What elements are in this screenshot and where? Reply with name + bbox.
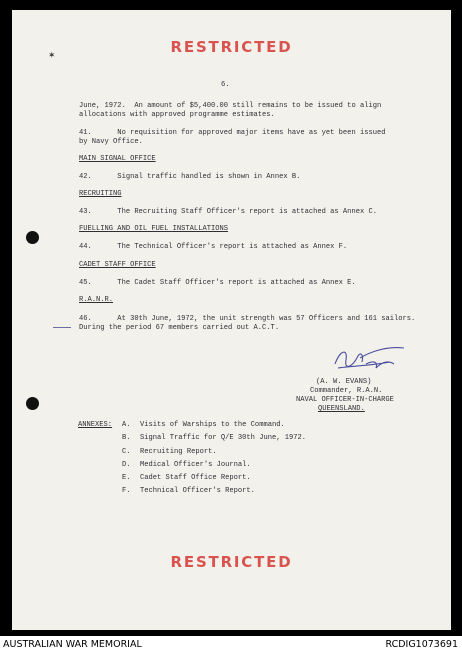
paragraph-line: allocations with approved programme estimates. (79, 111, 275, 119)
annex-title: Recruiting Report. (140, 448, 217, 456)
annex-title: Technical Officer's Report. (140, 487, 255, 495)
annex-letter: B. (122, 434, 131, 442)
handwritten-signature (330, 342, 410, 378)
footer-institution: AUSTRALIAN WAR MEMORIAL (3, 639, 142, 650)
footer-record-id: RCDIG1073691 (385, 639, 458, 650)
heading-recruiting: RECRUITING (79, 190, 122, 198)
annex-letter: E. (122, 474, 131, 482)
document-page (12, 10, 451, 630)
archive-footer (0, 636, 462, 653)
paragraph-41-cont: by Navy Office. (79, 138, 143, 146)
annex-title: Cadet Staff Office Report. (140, 474, 251, 482)
punch-hole (26, 231, 39, 244)
paragraph-46: 46. At 30th June, 1972, the unit strength was 57 Officers and 161 sailors. (79, 315, 416, 323)
punch-hole (26, 397, 39, 410)
annex-letter: D. (122, 461, 131, 469)
heading-ranr: R.A.N.R. (79, 296, 114, 304)
signatory-location: QUEENSLAND. (318, 405, 365, 413)
paragraph-43: 43. The Recruiting Staff Officer's report is attached as Annex C. (79, 208, 377, 216)
paragraph-44: 44. The Technical Officer's report is attached as Annex F. (79, 243, 348, 251)
annex-letter: A. (122, 421, 131, 429)
paragraph-46-cont: During the period 67 members carried out A.C.T. (79, 324, 280, 332)
ink-mark: ✶ (48, 51, 56, 61)
paragraph-42: 42. Signal traffic handled is shown in Annex B. (79, 173, 301, 181)
annex-title: Medical Officer's Journal. (140, 461, 251, 469)
paragraph-41: 41. No requisition for approved major items have as yet been issued (79, 129, 386, 137)
annexes-label: ANNEXES: (78, 421, 113, 429)
annex-letter: C. (122, 448, 131, 456)
heading-cadet-staff-office: CADET STAFF OFFICE (79, 261, 156, 269)
paragraph-line: June, 1972. An amount of $5,400.00 still remains to be issued to align (79, 102, 382, 110)
annex-letter: F. (122, 487, 131, 495)
pencil-mark (53, 327, 71, 328)
signatory-rank: Commander, R.A.N. (310, 387, 383, 395)
signatory-name: (A. W. EVANS) (316, 378, 372, 386)
heading-main-signal-office: MAIN SIGNAL OFFICE (79, 155, 156, 163)
restricted-stamp-top: RESTRICTED (170, 38, 293, 56)
signatory-title: NAVAL OFFICER-IN-CHARGE (296, 396, 394, 404)
annex-title: Signal Traffic for Q/E 30th June, 1972. (140, 434, 307, 442)
restricted-stamp-bottom: RESTRICTED (170, 553, 293, 571)
heading-fuelling: FUELLING AND OIL FUEL INSTALLATIONS (79, 225, 228, 233)
paragraph-45: 45. The Cadet Staff Officer's report is attached as Annex E. (79, 279, 356, 287)
page-number: 6. (221, 81, 230, 89)
annex-title: Visits of Warships to the Command. (140, 421, 285, 429)
